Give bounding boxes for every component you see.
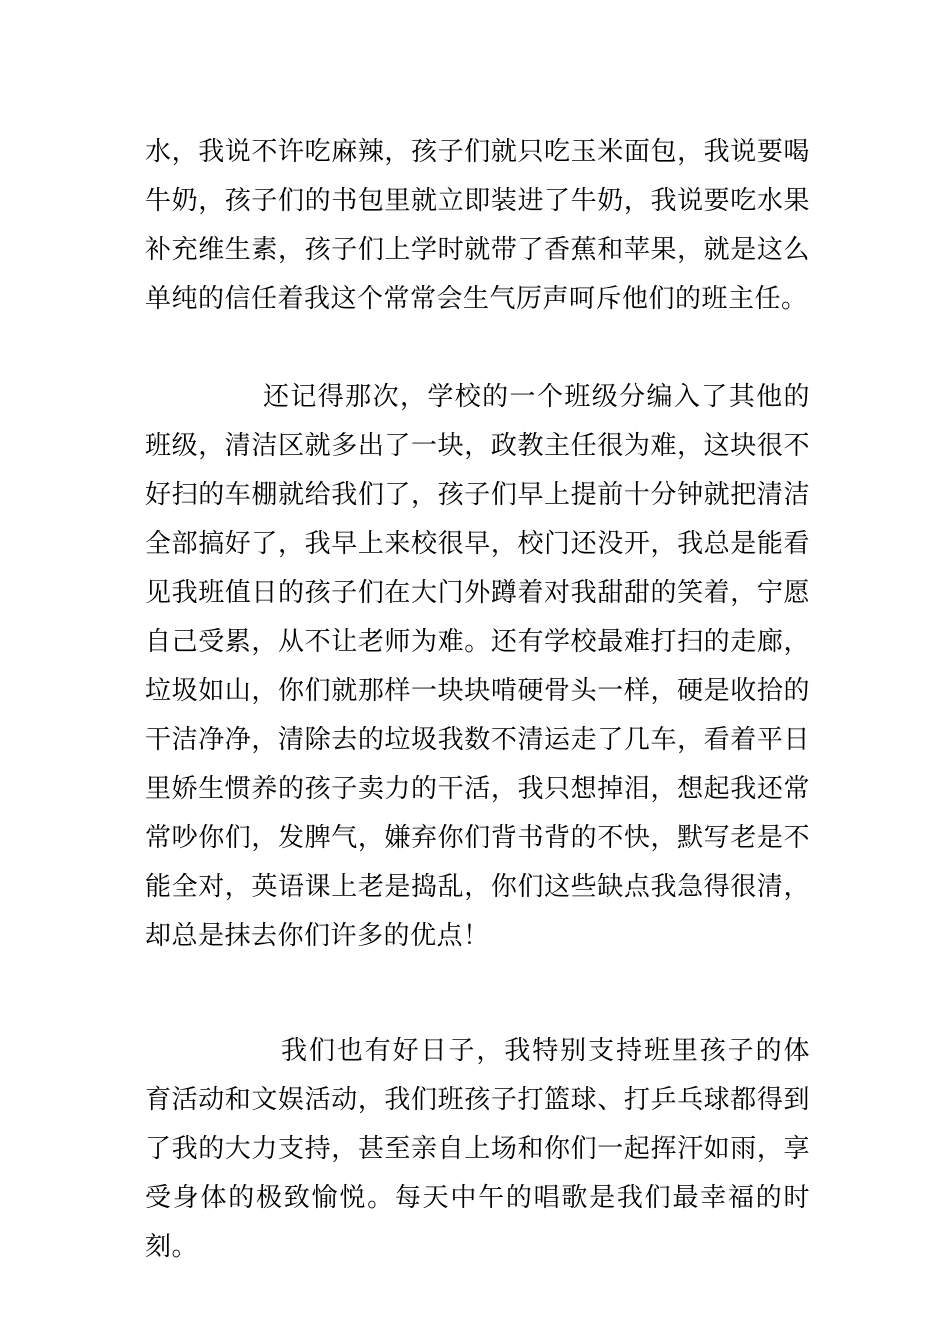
paragraph-2: 还记得那次，学校的一个班级分编入了其他的班级，清洁区就多出了一块，政教主任很为难，这块很不好扫的车棚就给我们了，孩子们早上提前十分钟就把清洁全部搞好了，我早上来校很早，校门还没开，我总是能看见我班值日的孩子们在大门外蹲着对我甜甜的笑着，宁愿自己受累，从不让老师为难。还有学校最难打扫的走廊，垃圾如山，你们就那样一块块啃硬骨头一样，硬是收拾的干洁净净，清除去的垃圾我数不清运走了几车，看着平日里娇生惯养的孩子卖力的干活，我只想掉泪，想起我还常常吵你们，发脾气，嫌弃你们背书背的不快，默写老是不能全对，英语课上老是捣乱，你们这些缺点我急得很清，却总是抹去你们许多的优点！ <box>145 382 810 951</box>
paragraph-1: 水，我说不许吃麻辣，孩子们就只吃玉米面包，我说要喝牛奶，孩子们的书包里就立即装进了牛奶，我说要吃水果补充维生素，孩子们上学时就带了香蕉和苹果，就是这么单纯的信任着我这个常常会生气厉声呵斥他们的班主任。 <box>145 137 810 314</box>
paragraph-3: 我们也有好日子，我特别支持班里孩子的体育活动和文娱活动，我们班孩子打篮球、打乒乓球都得到了我的大力支持，甚至亲自上场和你们一起挥汗如雨，享受身体的极致愉悦。每天中午的唱歌是我们最幸福的时刻。 <box>145 1036 810 1262</box>
